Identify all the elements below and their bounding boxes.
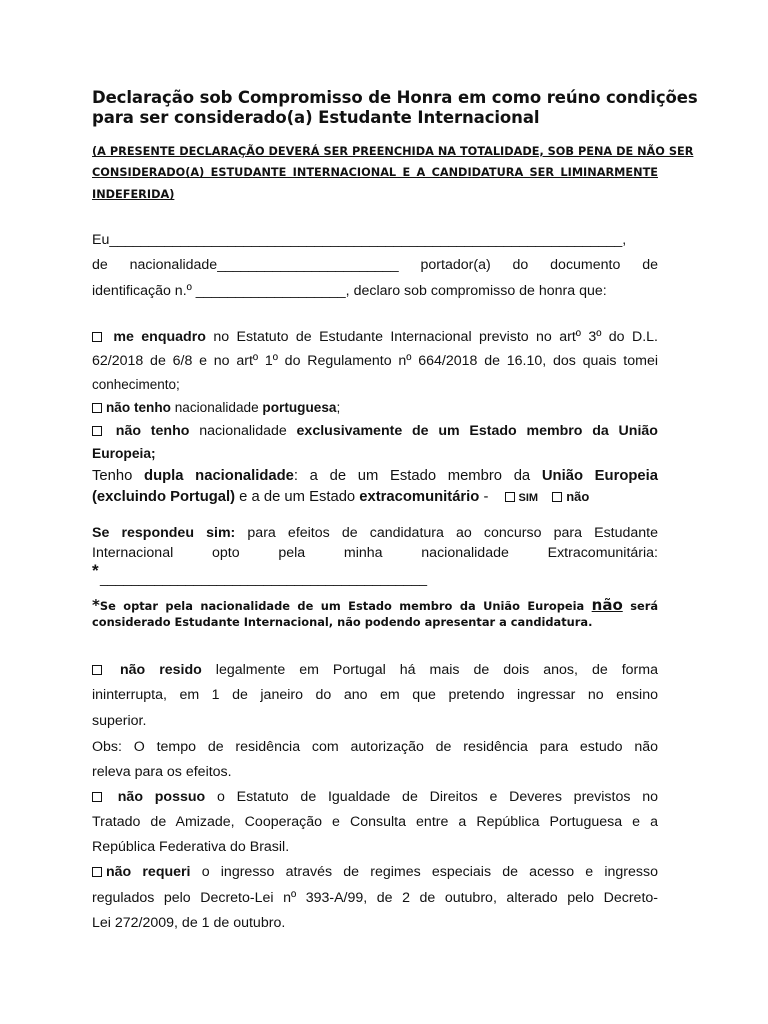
footnote-line-2: considerado Estudante Internacional, não podendo apresentar a candidatura. — [92, 615, 593, 629]
nao-requeri-line-3: Lei 272/2009, de 1 de outubro. — [92, 915, 286, 931]
nao-tenho-portuguesa-checkbox[interactable] — [92, 403, 102, 413]
nao-requeri-item — [92, 864, 658, 880]
dupla-f: e a de um Estado — [239, 489, 356, 505]
nao-requeri-l1: o ingresso através de regimes especiais de acesso e ingresso — [201, 864, 659, 880]
nao-label: não — [566, 489, 590, 504]
sim-label: SIM — [518, 492, 539, 504]
nao-resido-line-2: ininterrupta, em 1 de janeiro do ano em que pretendo ingressar no ensino — [92, 687, 658, 703]
nao-possuo-checkbox[interactable] — [92, 792, 102, 802]
dupla-d: União Europeia — [541, 468, 658, 484]
nao-resido-l1: legalmente em Portugal há mais de dois anos, de forma — [215, 662, 658, 678]
nao-tenho-ue-bold2: exclusivamente de um Estado membro da União — [296, 423, 658, 439]
nao-tenho-ue-bold: não tenho — [115, 423, 190, 439]
nao-requeri-checkbox[interactable] — [92, 867, 102, 877]
sim-section-line-2: Internacional opto pela minha nacionalidade Extracomunitária: — [92, 545, 658, 561]
nao-possuo-line-2: Tratado de Amizade, Cooperação e Consulta entre a República Portuguesa e a — [92, 814, 658, 830]
document-title-line-1: Declaração sob Compromisso de Honra em como reúno condições — [92, 88, 698, 107]
nao-tenho-pt-bold2: portuguesa — [262, 400, 337, 415]
footnote-l1a: Se optar pela nacionalidade de um Estado membro da União Europeia — [99, 599, 585, 613]
option-nao[interactable] — [552, 489, 589, 505]
nationality-label: de nacionalidade — [92, 257, 218, 273]
warning-line-2: CONSIDERADO(A) ESTUDANTE INTERNACIONAL E A CANDIDATURA SER LIMINARMENTE — [92, 166, 658, 179]
dupla-a: Tenho — [92, 468, 133, 484]
dupla-g: extracomunitário — [359, 489, 480, 505]
dupla-e: (excluindo Portugal) — [92, 489, 236, 505]
extracomunitaria-field[interactable]: __________________________________________ — [100, 570, 428, 586]
nao-possuo-line-3: República Federativa do Brasil. — [92, 839, 290, 855]
document-holder-label: portador(a) do documento de — [420, 257, 658, 273]
nao-tenho-ue-checkbox[interactable] — [92, 426, 102, 436]
dupla-nacionalidade-line-2 — [92, 489, 658, 505]
sim-section-bold: Se respondeu sim: — [92, 525, 236, 541]
dupla-c: : a de um Estado membro da — [293, 468, 531, 484]
nao-possuo-l1: o Estatuto de Igualdade de Direitos e Deveres previstos no — [216, 789, 658, 805]
nao-resido-checkbox[interactable] — [92, 665, 102, 675]
document-title-line-2: para ser considerado(a) Estudante Internacional — [92, 108, 540, 127]
footnote-star: * — [92, 596, 100, 614]
enquadro-item — [92, 329, 658, 345]
warning-line-1: (A PRESENTE DECLARAÇÃO DEVERÁ SER PREENCHIDA NA TOTALIDADE, SOB PENA DE NÃO SER — [92, 145, 694, 158]
obs-line-1: Obs: O tempo de residência com autorização de residência para estudo não — [92, 739, 658, 755]
nao-resido-bold: não resido — [120, 662, 202, 678]
nao-possuo-bold: não possuo — [117, 789, 206, 805]
enquadro-label-bold: me enquadro — [113, 329, 206, 345]
dupla-b: dupla nacionalidade — [144, 468, 294, 484]
nao-requeri-bold: não requeri — [106, 864, 191, 880]
nao-resido-item — [92, 662, 658, 678]
sim-section-star: * — [92, 561, 99, 580]
nao-resido-line-3: superior. — [92, 713, 147, 729]
nao-checkbox[interactable] — [552, 492, 562, 502]
nao-tenho-ue-item — [92, 423, 658, 439]
nao-tenho-portuguesa-item — [92, 400, 658, 415]
dupla-h: - — [483, 489, 489, 505]
nao-tenho-ue-mid: nacionalidade — [199, 423, 287, 439]
sim-section-l1: para efeitos de candidatura ao concurso para Estudante — [247, 525, 658, 541]
enquadro-text-2: 62/2018 de 6/8 e no artº 1º do Regulamento nº 664/2018 de 16.10, dos quais tomei — [92, 353, 658, 369]
name-field-line[interactable]: Eu_________________________________________________________________, — [92, 232, 627, 248]
nao-tenho-ue-line-2 — [92, 446, 658, 461]
footnote-line-1 — [92, 596, 658, 614]
sim-checkbox[interactable] — [505, 492, 515, 502]
nationality-line — [92, 257, 658, 273]
nao-tenho-pt-end: ; — [336, 400, 341, 415]
nao-requeri-line-2: regulados pelo Decreto-Lei nº 393-A/99, de 2 de outubro, alterado pelo Decreto- — [92, 890, 658, 906]
option-sim[interactable] — [505, 489, 539, 505]
footnote-l1b: não — [591, 596, 623, 614]
id-number-line[interactable]: identificação n.º ___________________, declaro sob compromisso de honra que: — [92, 283, 607, 299]
dupla-nacionalidade-line-1 — [92, 468, 658, 484]
nationality-field[interactable]: _______________________ — [217, 257, 399, 273]
footnote-l1c: será — [630, 599, 659, 613]
obs-line-2: releva para os efeitos. — [92, 764, 232, 780]
nao-tenho-pt-mid: nacionalidade — [174, 400, 259, 415]
nao-tenho-pt-bold: não tenho — [106, 400, 171, 415]
nao-possuo-item — [92, 789, 658, 805]
nao-tenho-ue-l2: Europeia; — [92, 446, 156, 461]
enquadro-text-3: conhecimento; — [92, 377, 180, 392]
enquadro-text-1: no Estatuto de Estudante Internacional previsto no artº 3º do D.L. — [213, 329, 658, 345]
enquadro-checkbox[interactable] — [92, 332, 102, 342]
sim-section-line-1 — [92, 525, 658, 541]
warning-line-3: INDEFERIDA) — [92, 188, 175, 201]
